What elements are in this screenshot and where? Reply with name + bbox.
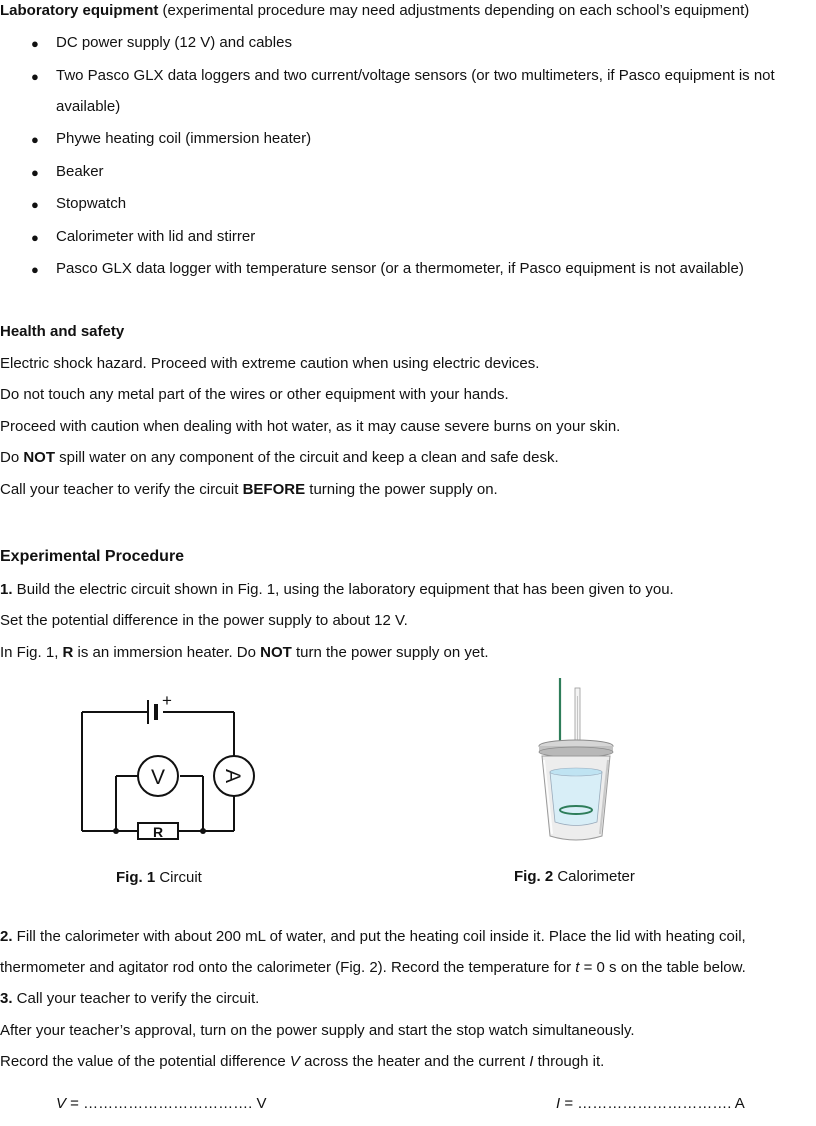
procedure-heading: Experimental Procedure: [0, 548, 185, 565]
step-1: 1. Build the electric circuit shown in Fig. 1, using the laboratory equipment that has been given to you.: [0, 581, 674, 598]
equipment-note: (experimental procedure may need adjustments depending on each school’s equipment): [158, 2, 750, 19]
list-item: Two Pasco GLX data loggers and two current/voltage sensors (or two multimeters, if Pasco equipment is not: [56, 67, 775, 84]
step-3-line-3: Record the value of the potential difference V across the heater and the current I through it.: [0, 1053, 605, 1070]
list-item: Beaker: [56, 163, 104, 180]
list-item: Calorimeter with lid and stirrer: [56, 228, 256, 245]
safety-line-1: Electric shock hazard. Proceed with extreme caution when using electric devices.: [0, 355, 540, 372]
equipment-heading: Laboratory equipment: [0, 2, 159, 19]
junction-dot: [113, 828, 119, 834]
calorimeter-illustration: [530, 676, 620, 852]
fig1-caption: Fig. 1 Circuit: [116, 869, 202, 886]
safety-line-5: Call your teacher to verify the circuit BEFORE turning the power supply on.: [0, 481, 498, 498]
voltage-answer-field[interactable]: V = ……………………………. V: [56, 1095, 267, 1112]
bullet: ●: [31, 197, 39, 212]
bullet: ●: [31, 132, 39, 147]
list-item: Pasco GLX data logger with temperature sensor (or a thermometer, if Pasco equipment is not available): [56, 260, 744, 277]
resistor-label: R: [152, 824, 164, 840]
bullet: ●: [31, 230, 39, 245]
bullet: ●: [31, 262, 39, 277]
bullet: ●: [31, 165, 39, 180]
circuit-diagram: [80, 688, 244, 840]
fig2-caption: Fig. 2 Calorimeter: [514, 868, 635, 885]
list-item: Phywe heating coil (immersion heater): [56, 130, 312, 147]
battery-plus-label: +: [162, 691, 172, 710]
step-3-line-2: After your teacher’s approval, turn on the power supply and start the stop watch simultaneously.: [0, 1022, 635, 1039]
safety-line-3: Proceed with caution when dealing with hot water, as it may cause severe burns on your skin.: [0, 418, 621, 435]
step-1-line-3: In Fig. 1, R is an immersion heater. Do NOT turn the power supply on yet.: [0, 644, 489, 661]
list-item: Stopwatch: [56, 195, 127, 212]
list-item: DC power supply (12 V) and cables: [56, 34, 292, 51]
voltmeter-label: V: [150, 766, 166, 789]
step-2-line-2: thermometer and agitator rod onto the calorimeter (Fig. 2). Record the temperature for t = 0 s on the table below.: [0, 959, 746, 976]
step-2: 2. Fill the calorimeter with about 200 mL of water, and put the heating coil inside it. Place the lid with heating coil,: [0, 928, 746, 945]
ammeter-label: A: [221, 768, 244, 784]
equipment-heading-line: [0, 2, 749, 19]
bullet: ●: [31, 69, 39, 84]
step-3: 3. Call your teacher to verify the circuit.: [0, 990, 260, 1007]
step-1-line-2: Set the potential difference in the power supply to about 12 V.: [0, 612, 408, 629]
list-item: available): [56, 98, 121, 115]
safety-line-2: Do not touch any metal part of the wires or other equipment with your hands.: [0, 386, 509, 403]
safety-heading: Health and safety: [0, 323, 125, 340]
junction-dot: [200, 828, 206, 834]
bullet: ●: [31, 36, 39, 51]
current-answer-field[interactable]: I = …………………………. A: [556, 1095, 745, 1112]
safety-line-4: Do NOT spill water on any component of the circuit and keep a clean and safe desk.: [0, 449, 559, 466]
